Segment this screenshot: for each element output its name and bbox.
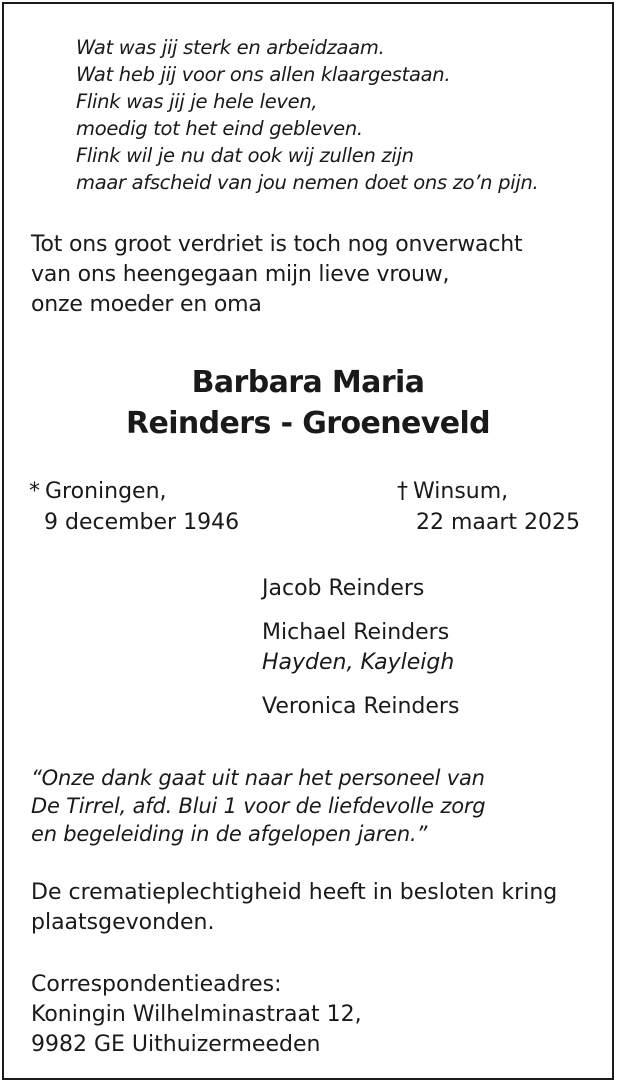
ceremony-line: De crematieplechtigheid heeft in besloten kring <box>31 880 558 905</box>
poem-line: Wat was jij sterk en arbeidzaam. <box>76 36 385 59</box>
intro-line: Tot ons groot verdriet is toch nog onverwacht <box>31 232 523 257</box>
correspondence-address <box>31 970 362 1060</box>
poem-line: moedig tot het eind gebleven. <box>76 117 363 140</box>
deceased-surname: Reinders - Groeneveld <box>125 406 491 441</box>
birth-info <box>29 476 239 538</box>
thanks-line: “Onze dank gaat uit naar het personeel van <box>31 766 485 790</box>
birth-date: 9 december 1946 <box>44 510 240 535</box>
deceased-name <box>4 362 612 444</box>
deceased-first-names: Barbara Maria <box>191 365 425 400</box>
ceremony-line: plaatsgevonden. <box>31 910 215 935</box>
death-place: Winsum, <box>413 479 509 504</box>
grandchildren: Hayden, Kayleigh <box>262 650 455 675</box>
address-label: Correspondentieadres: <box>31 972 282 997</box>
poem-line: maar afscheid van jou nemen doet ons zo’n pijn. <box>76 171 539 194</box>
intro-line: onze moeder en oma <box>31 292 262 317</box>
obituary-card <box>2 2 614 1080</box>
poem-line: Flink wil je nu dat ook wij zullen zijn <box>76 144 414 167</box>
poem <box>76 34 538 196</box>
family-member: Jacob Reinders <box>262 576 425 601</box>
poem-line: Flink was jij je hele leven, <box>76 90 318 113</box>
thanks-line: en begeleiding in de afgelopen jaren.” <box>31 822 428 846</box>
birth-symbol: * <box>29 479 40 504</box>
death-info <box>397 476 580 538</box>
birth-place: Groningen, <box>45 479 167 504</box>
address-street: Koningin Wilhelminastraat 12, <box>31 1002 362 1027</box>
thanks-quote <box>31 764 485 848</box>
family-list <box>262 574 459 722</box>
poem-line: Wat heb jij voor ons allen klaargestaan. <box>76 63 451 86</box>
ceremony-notice <box>31 878 557 938</box>
announcement-intro <box>31 230 522 320</box>
family-member: Veronica Reinders <box>262 694 460 719</box>
death-symbol: † <box>397 479 408 504</box>
death-date: 22 maart 2025 <box>416 510 581 535</box>
address-postcode-city: 9982 GE Uithuizermeeden <box>31 1032 321 1057</box>
thanks-line: De Tirrel, afd. Blui 1 voor de liefdevolle zorg <box>31 794 486 818</box>
intro-line: van ons heengegaan mijn lieve vrouw, <box>31 262 450 287</box>
family-member: Michael Reinders <box>262 620 450 645</box>
